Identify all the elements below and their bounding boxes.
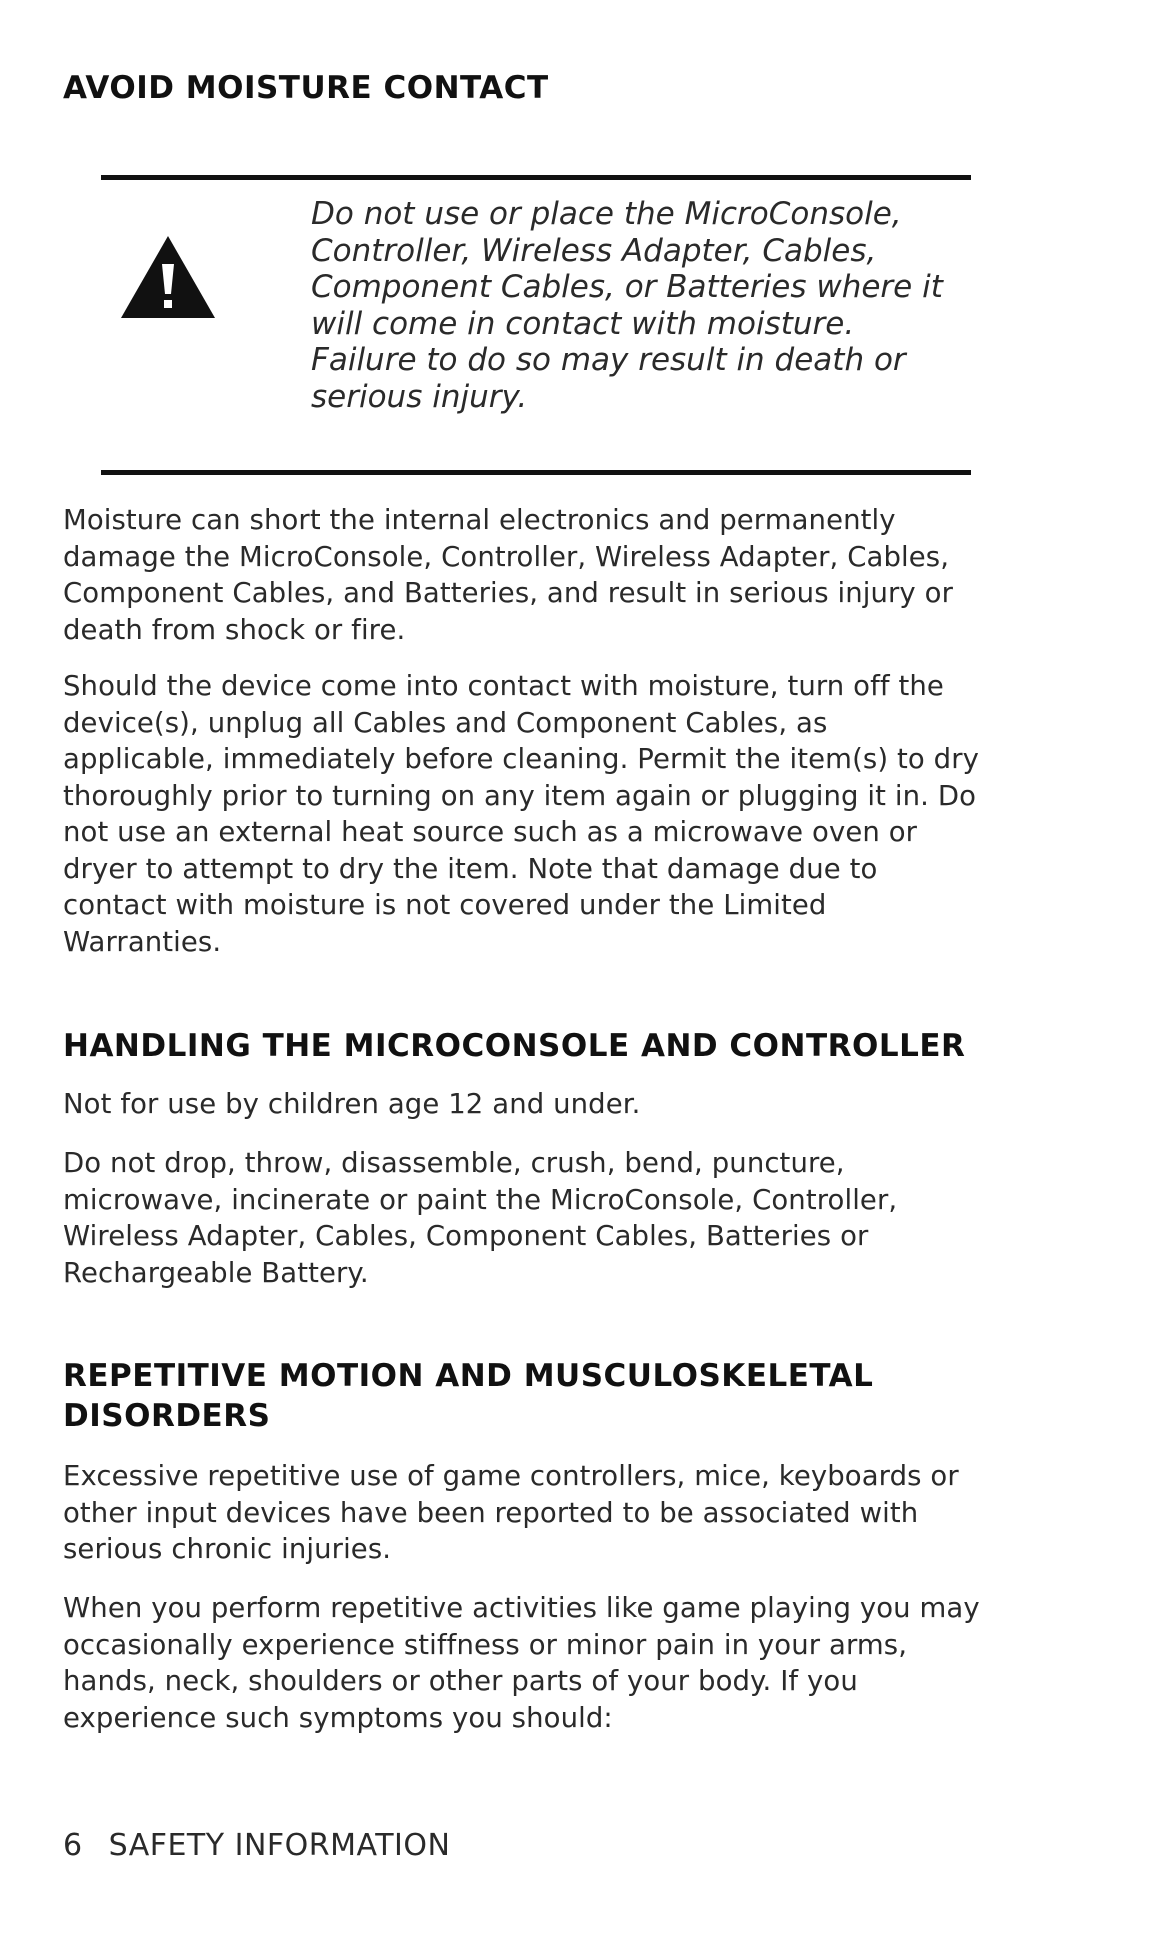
section-heading-avoid-moisture: AVOID MOISTURE CONTACT bbox=[63, 70, 549, 106]
paragraph-moisture-contact: Should the device come into contact with moisture, turn off the device(s), unplug all Cables and Component Cables, as applicable, immediately before cleaning. Permit the item(s) to dry thoroughly prior to turning on any item again or plugging it in. Do not use an external heat source such as a microwave oven or dryer to attempt to dry the item. Note that damage due to contact with moisture is not covered under the Limited Warranties. bbox=[63, 670, 979, 958]
paragraph-handling-warning: Do not drop, throw, disassemble, crush, bend, puncture, microwave, incinerate or paint the MicroConsole, Controller, Wireless Adapter, Cables, Component Cables, Batteries or Rechargeable Battery. bbox=[63, 1147, 898, 1289]
section-heading-handling: HANDLING THE MICROCONSOLE AND CONTROLLER bbox=[63, 1028, 966, 1064]
section-heading-repetitive-motion: REPETITIVE MOTION AND MUSCULOSKELETAL DISORDERS bbox=[63, 1358, 874, 1434]
warning-triangle-icon bbox=[119, 234, 217, 320]
page-footer bbox=[63, 1828, 450, 1863]
footer-section-title: SAFETY INFORMATION bbox=[108, 1828, 451, 1863]
warning-box bbox=[101, 175, 971, 475]
paragraph-moisture-damage: Moisture can short the internal electronics and permanently damage the MicroConsole, Controller, Wireless Adapter, Cables, Component Cables, and Batteries, and result in serious injury or death from shock or fire. bbox=[63, 504, 953, 646]
paragraph-age-restriction: Not for use by children age 12 and under. bbox=[63, 1088, 641, 1120]
warning-text: Do not use or place the MicroConsole, Controller, Wireless Adapter, Cables, Component Cables, or Batteries where it will come in contact with moisture. Failure to do so may result in death or serious injury. bbox=[311, 196, 943, 415]
page-number: 6 bbox=[63, 1828, 83, 1863]
paragraph-repetitive-symptoms: When you perform repetitive activities like game playing you may occasionally experience stiffness or minor pain in your arms, hands, neck, shoulders or other parts of your body. If you experience such symptoms you should: bbox=[63, 1592, 980, 1734]
paragraph-repetitive-injuries: Excessive repetitive use of game controllers, mice, keyboards or other input devices have been reported to be associated with serious chronic injuries. bbox=[63, 1460, 959, 1565]
